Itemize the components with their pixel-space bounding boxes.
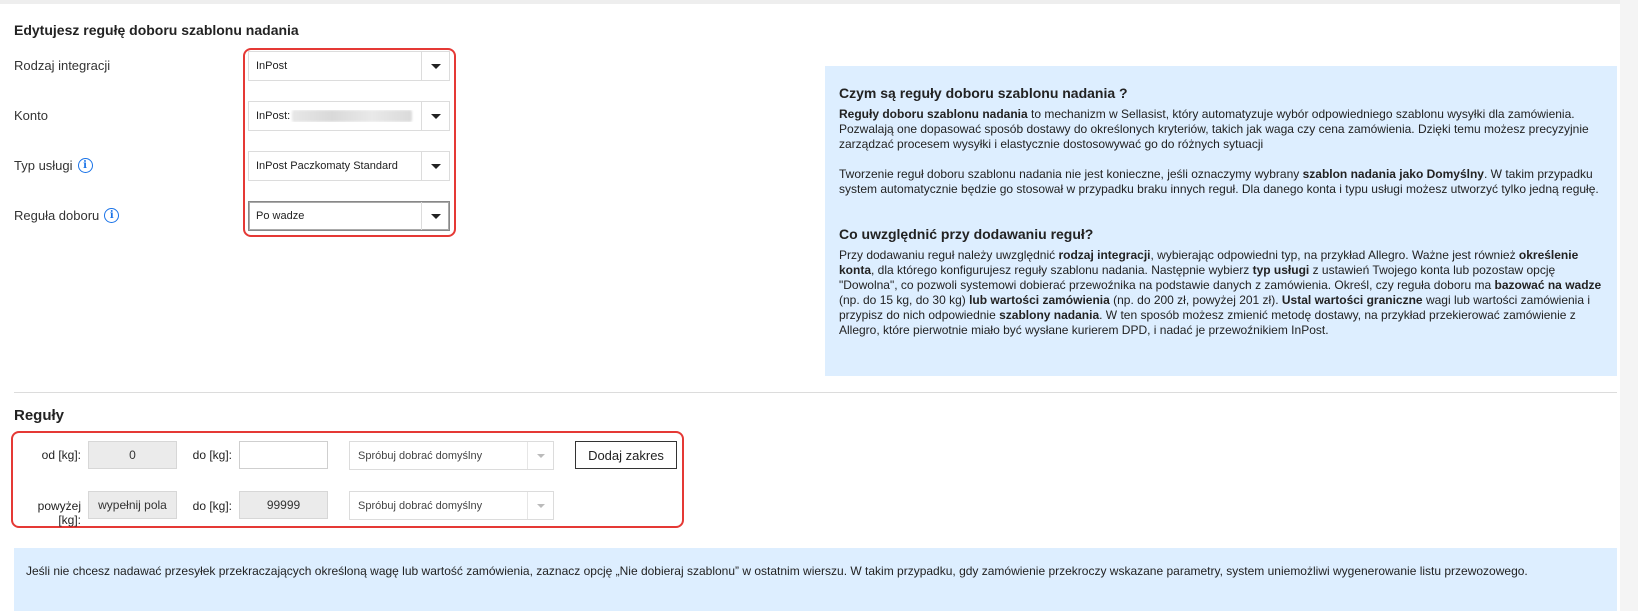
service-label-text: Typ usługi (14, 158, 73, 173)
template-select[interactable] (349, 491, 554, 520)
above-label: powyżej [kg]: (37, 499, 81, 527)
bottom-note-text: Jeśli nie chcesz nadawać przesyłek przekraczających określoną wagę lub wartość zamówienia, zaznacz opcję „Nie dobieraj szablonu” w ostatnim wierszu. W takim przypadku, gdy zamówienie przekroczy wskazane parametry, system uniemożliwi wygenerowanie listu przewozowego. (26, 564, 1528, 578)
info-icon[interactable]: i (104, 208, 119, 223)
account-select-value (256, 110, 421, 122)
info-paragraph-2: Tworzenie reguł doboru szablonu nadania nie jest konieczne, jeśli oznaczymy wybrany szablon nadania jako Domyślny. W takim przypadku system automatycznie będzie go stosował w przypadku braku innych reguł. Dla danego konta i typu usługi możesz utworzyć tylko jedną regułę. (839, 167, 1599, 196)
above-input[interactable]: wypełnij pola (88, 491, 177, 519)
info-paragraph-3: Przy dodawaniu reguł należy uwzględnić rodzaj integracji, wybierając odpowiedni typ, na przykład Allegro. Ważne jest również określenie konta, dla którego konfigurujesz reguły szablonu nadania. Następnie wybierz typ usługi z ustawień Twojego konta lub pozostaw opcję "Dowolna", co pozwoli systemowi dobierać przewoźnika na podstawie danych z zamówienia. Określ, czy reguła doboru ma bazować na wadze (np. do 15 kg, do 30 kg) lub wartości zamówienia (np. do 200 zł, powyżej 201 zł). Ustal wartości graniczne wagi lub wartości zamówienia i przypisz do nich odpowiednie szablony nadania. W ten sposób możesz zmienić metodę dostawy, na przykład przekierować zamówienie z Allegro, które pierwotnie miało być wysłane kurierem DPD, i nadać je przewoźnikiem InPost. (839, 248, 1602, 337)
service-select-value: InPost Paczkomaty Standard (256, 160, 398, 172)
template-select[interactable] (349, 441, 554, 470)
chevron-down-icon[interactable] (421, 202, 449, 230)
rule-select[interactable] (248, 201, 450, 231)
chevron-down-icon[interactable] (527, 492, 553, 519)
to-input[interactable] (239, 441, 328, 469)
rule-label (14, 208, 119, 223)
chevron-down-icon[interactable] (421, 102, 449, 130)
service-select[interactable] (248, 151, 450, 181)
rules-heading: Reguły (14, 407, 65, 424)
info-panel (825, 66, 1617, 376)
rule-label-text: Reguła doboru (14, 208, 100, 223)
redacted-account-name (292, 110, 412, 122)
integration-label-text: Rodzaj integracji (14, 58, 111, 73)
bottom-note (14, 548, 1617, 611)
info-paragraph-1: Reguły doboru szablonu nadania to mechanizm w Sellasist, który automatyzuje wybór odpowiedniego szablonu wysyłki dla zamówienia. Pozwalają one dopasować sposób dostawy do określonych kryteriów, takich jak waga czy cena zamówienia. Dzięki temu możesz precyzyjnie zarządzać procesem wysyłki i elastycznie dostosowywać go do różnych sytuacji (839, 107, 1589, 151)
account-label (14, 108, 48, 123)
scrollbar-track[interactable] (1620, 0, 1638, 611)
chevron-down-icon[interactable] (421, 52, 449, 80)
top-border (0, 0, 1620, 4)
integration-label (14, 58, 110, 73)
service-label (14, 158, 93, 173)
to-label: do [kg]: (192, 448, 232, 462)
template-select-value: Spróbuj dobrać domyślny (358, 499, 483, 512)
account-select[interactable] (248, 101, 450, 131)
to-input[interactable]: 99999 (239, 491, 328, 519)
info-heading-2: Co uwzględnić przy dodawaniu reguł? (839, 226, 1094, 242)
chevron-down-icon[interactable] (421, 152, 449, 180)
info-icon[interactable]: i (78, 158, 93, 173)
template-select-value: Spróbuj dobrać domyślny (358, 449, 483, 462)
page-title: Edytujesz regułę doboru szablonu nadania (14, 22, 299, 38)
integration-select[interactable] (248, 51, 450, 81)
info-heading-1: Czym są reguły doboru szablonu nadania ? (839, 85, 1128, 101)
account-prefix: InPost: (256, 109, 291, 122)
from-input[interactable]: 0 (88, 441, 177, 469)
section-divider (14, 392, 1617, 393)
from-label: od [kg]: (41, 448, 81, 462)
add-range-button[interactable]: Dodaj zakres (575, 441, 677, 469)
rule-select-value: Po wadze (256, 210, 305, 222)
account-label-text: Konto (14, 108, 48, 123)
integration-select-value: InPost (256, 60, 288, 72)
chevron-down-icon[interactable] (527, 442, 553, 469)
to-label: do [kg]: (192, 499, 232, 513)
